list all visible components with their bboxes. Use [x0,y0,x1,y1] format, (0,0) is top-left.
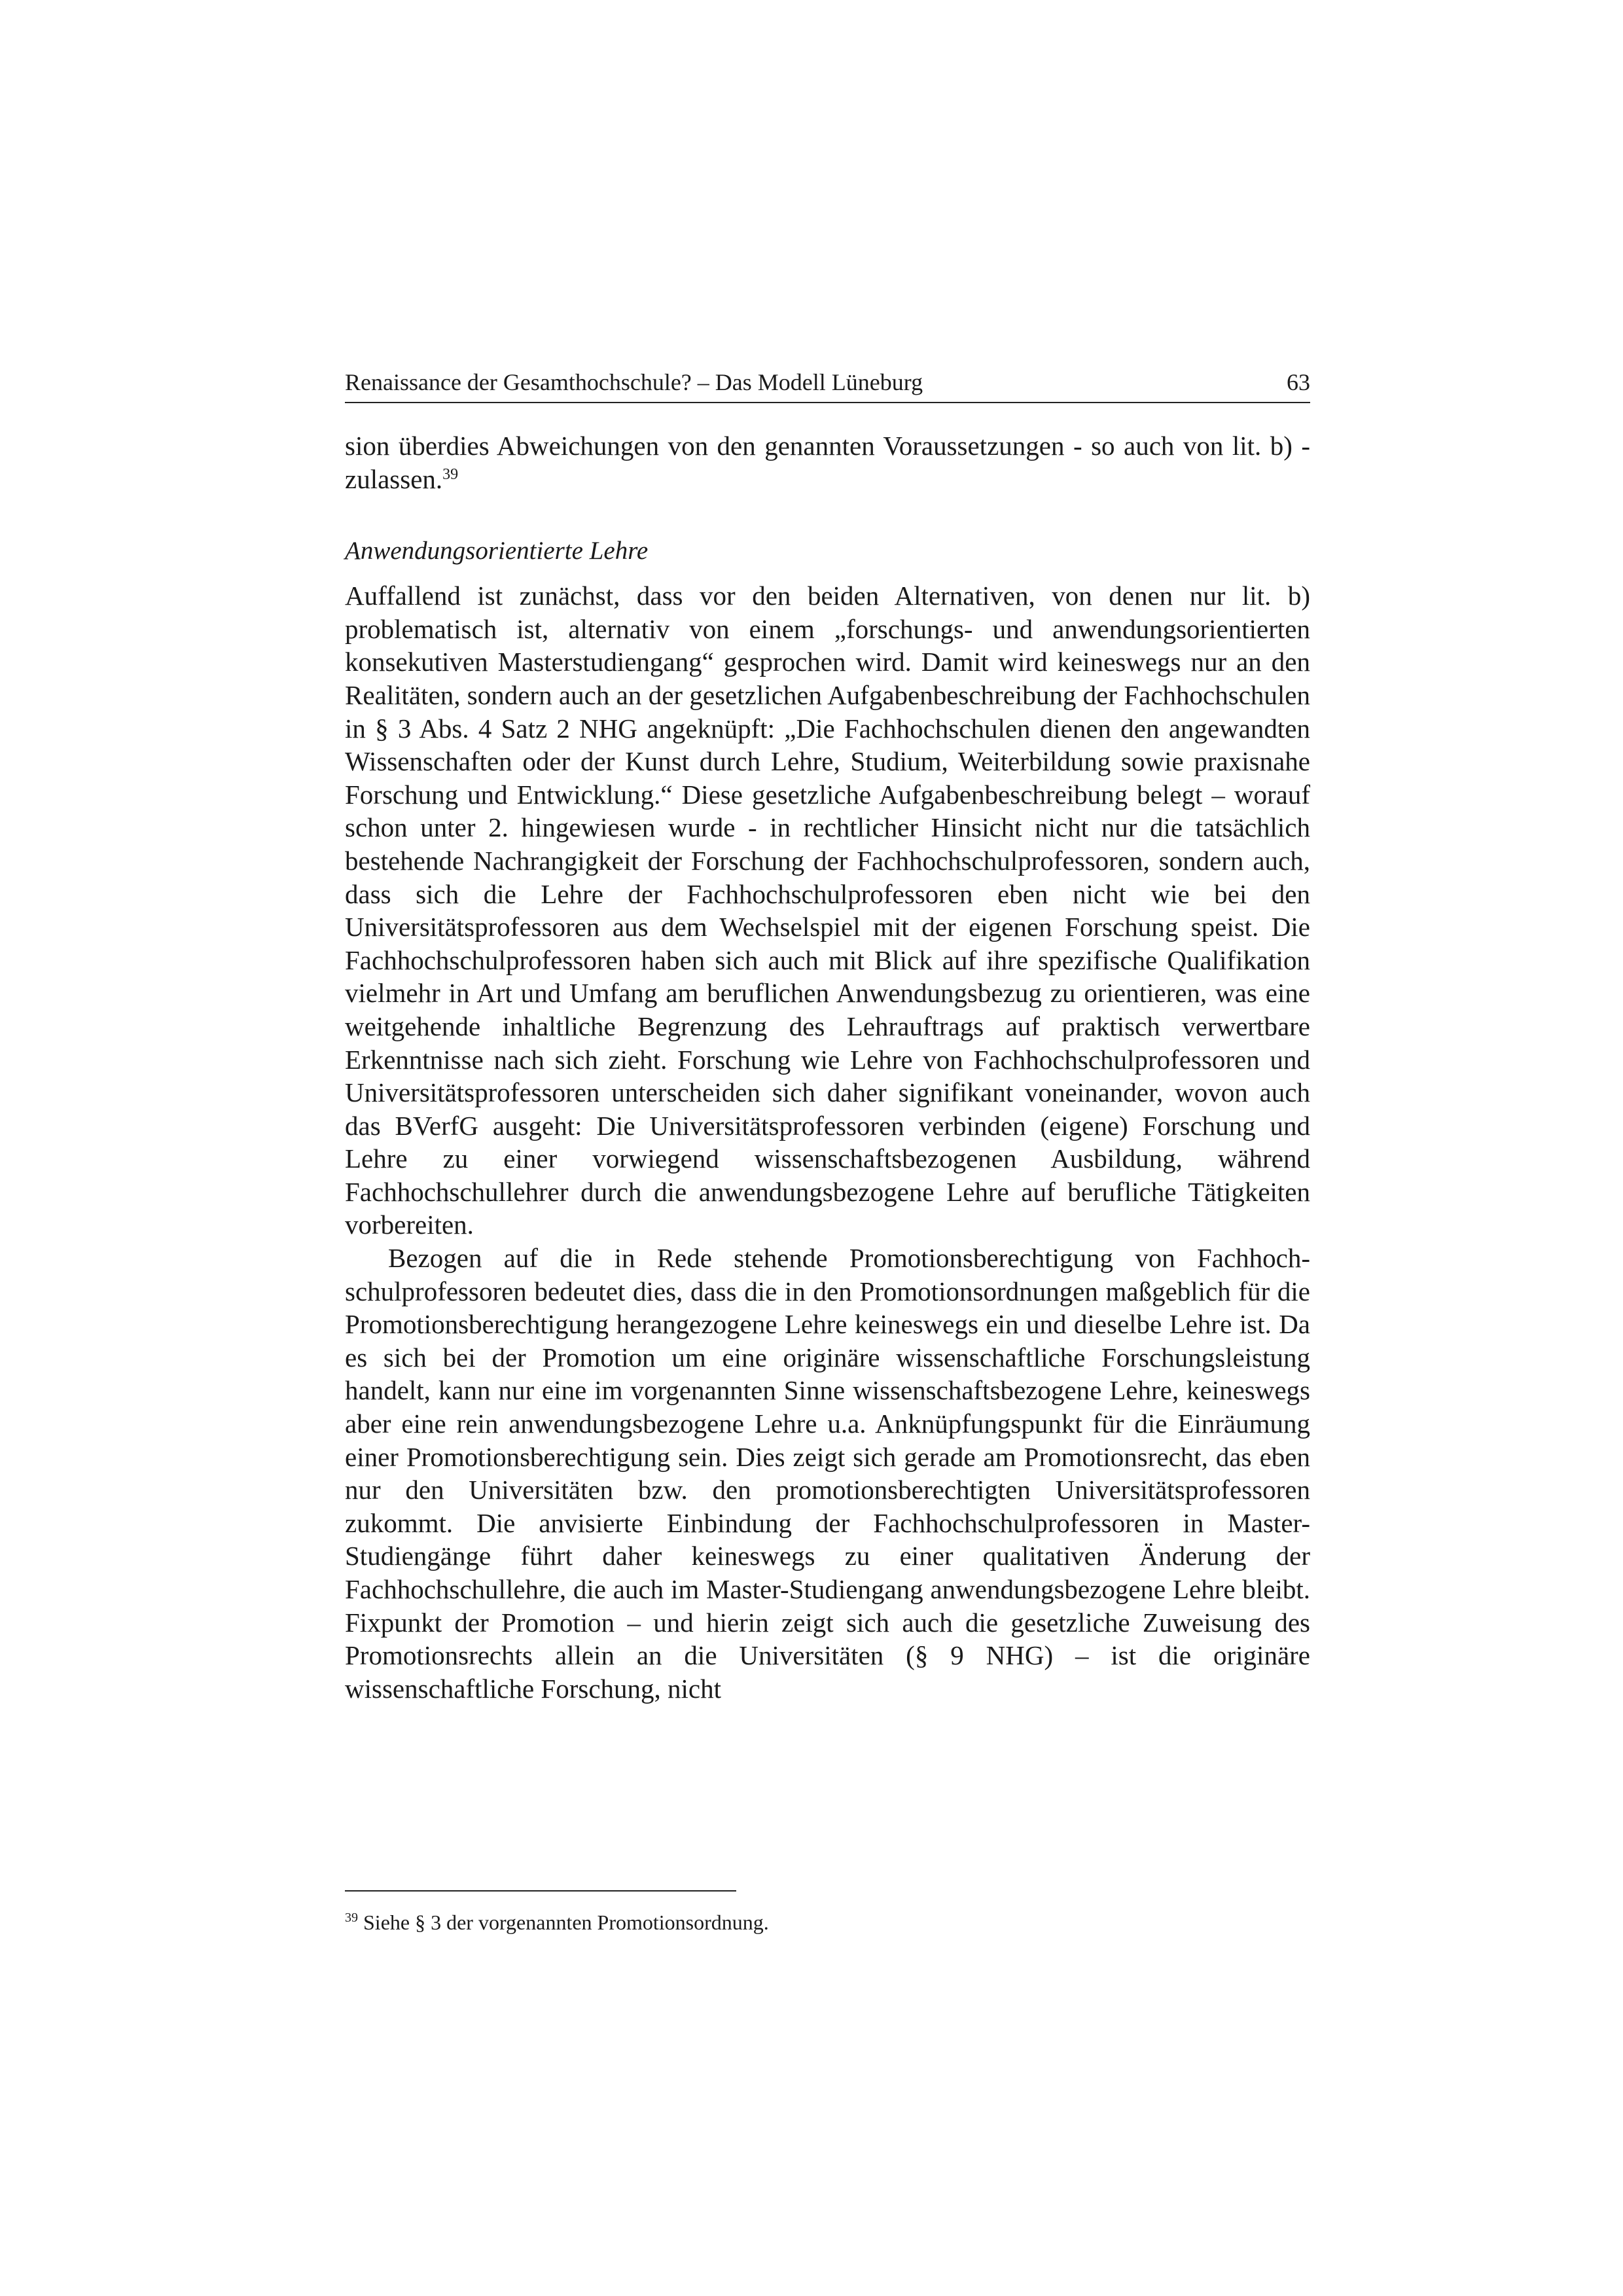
body-paragraph-1: Auffallend ist zunächst, dass vor den beiden Alternativen, von denen nur lit. b) problematisch ist, alternativ von einem „forschungs- und anwendungsorientierten konsekutiven Masterstudiengang“ gesprochen wird. Damit wird keineswegs nur an den Realitäten, sondern auch an der gesetzlichen Aufgabenbeschreibung der Fachhochschulen in § 3 Abs. 4 Satz 2 NHG angeknüpft: „Die Fachhochschulen dienen den angewandten Wissenschaften oder der Kunst durch Lehre, Studium, Weiterbildung sowie praxisnahe Forschung und Entwicklung.“ Diese gesetzliche Aufgabenbeschreibung belegt – worauf schon unter 2. hingewiesen wurde - in rechtlicher Hinsicht nicht nur die tatsächlich bestehende Nachrangigkeit der Forschung der Fachhochschulprofessoren, sondern auch, dass sich die Lehre der Fachhochschulprofessoren eben nicht wie bei den Universitätsprofessoren aus dem Wechselspiel mit der eigenen Forschung speist. Die Fachhochschulprofessoren haben sich auch mit Blick auf ihre spezifische Qualifikation vielmehr in Art und Umfang am beruflichen Anwendungsbezug zu orientieren, was eine weitgehende inhaltliche Begrenzung des Lehrauftrags auf praktisch verwertbare Erkenntnisse nach sich zieht. Forschung wie Lehre von Fachhochschulprofessoren und Universitätsprofessoren unterscheiden sich daher signifikant voneinander, wovon auch das BVerfG ausgeht: Die Universitätsprofessoren verbinden (eigene) Forschung und Lehre zu einer vorwiegend wissenschaftsbezogenen Ausbildung, während Fachhochschullehrer durch die anwendungsbezogene Lehre auf berufliche Tätigkeiten vorbereiten. [345,581,1310,1240]
continuation-paragraph [345,429,1310,495]
footnote-separator [345,1890,736,1892]
page-number: 63 [1287,369,1310,395]
body-paragraph-2: Bezogen auf die in Rede stehende Promotionsberechtigung von Fachhochschulprofessoren bedeutet dies, dass die in den Promotionsordnungen maßgeblich für die Promotionsberechtigung herangezogene Lehre keineswegs ein und dieselbe Lehre ist. Da es sich bei der Promotion um eine originäre wissenschaftliche Forschungsleistung handelt, kann nur eine im vorgenannten Sinne wissenschaftsbezogene Lehre, keineswegs aber eine rein anwendungsbezogene Lehre u.a. Anknüpfungspunkt für die Einräumung einer Promotionsberechtigung sein. Dies zeigt sich gerade am Promotionsrecht, das eben nur den Universitäten bzw. den promotionsberechtigten Universitätsprofessoren zukommt. Die anvisierte Einbindung der Fachhochschulprofessoren in Master-Studiengänge führt daher keineswegs zu einer qualitativen Änderung der Fachhochschullehre, die auch im Master-Studiengang anwendungsbezogene Lehre bleibt. Fixpunkt der Promotion – und hierin zeigt sich auch die gesetzliche Zuweisung des Promotionsrechts allein an die Universitäten (§ 9 NHG) – ist die originäre wissenschaftliche Forschung, nicht [345,1243,1310,1704]
footnote-reference: 39 [442,465,459,483]
footnote-number: 39 [345,1910,358,1925]
section-heading: Anwendungsorientierte Lehre [345,537,649,565]
continuation-text: sion überdies Abweichungen von den genannten Voraussetzungen - so auch von lit. b) - zulassen. [345,431,1310,494]
page-content [345,367,1310,1705]
running-title: Renaissance der Gesamthochschule? – Das Modell Lüneburg [345,369,923,395]
footnote [345,1908,1310,1937]
footnote-text: Siehe § 3 der vorgenannten Promotionsordnung. [363,1910,769,1934]
running-header [345,367,1310,403]
